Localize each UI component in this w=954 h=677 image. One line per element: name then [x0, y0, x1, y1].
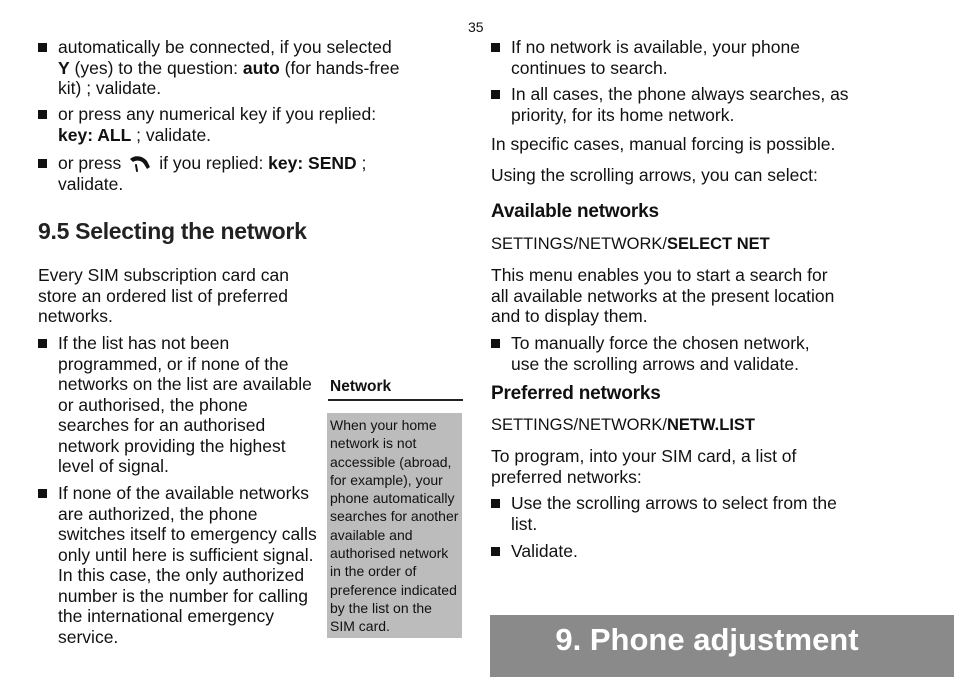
bullet-square [38, 489, 47, 498]
chapter-title-bar: 9. Phone adjustment [490, 615, 954, 677]
section-heading: 9.5 Selecting the network [38, 218, 307, 244]
bullet-key-all: or press any numerical key if you replied: key: ALL ; validate. [38, 104, 408, 145]
available-networks-menu-path: SETTINGS/NETWORK/SELECT NET [491, 235, 770, 253]
bullet-home-priority: In all cases, the phone always searches, as priority, for its home network. [491, 84, 856, 125]
preferred-networks-description: To program, into your SIM card, a list of preferred networks: [491, 446, 797, 487]
bullet-auto-connect: automatically be connected, if you selected Y (yes) to the question: auto (for hands-free kit) ; validate. [38, 37, 408, 99]
bullet-square [491, 499, 500, 508]
bullet-square [38, 159, 47, 168]
bullet-square [38, 110, 47, 119]
sidebar-note: When your home network is not accessible (abroad, for example), your phone automatically searches for another available and authorised network in the order of preference indicated by the list on the SIM card. [327, 413, 462, 638]
bullet-manual-force: To manually force the chosen network, use the scrolling arrows and validate. [491, 333, 841, 374]
scrolling-paragraph: Using the scrolling arrows, you can select: [491, 165, 818, 185]
bullet-square [38, 43, 47, 52]
bullet-square [491, 90, 500, 99]
bullet-square [491, 339, 500, 348]
bullet-emergency-only: If none of the available networks are authorized, the phone switches itself to emergency calls only until here is sufficient signal. In this case, the only authorized number is the number for calling the international emergency service. [38, 483, 320, 647]
available-networks-heading: Available networks [491, 201, 659, 222]
bullet-scroll-select: Use the scrolling arrows to select from the list. [491, 493, 861, 534]
bullet-square [491, 43, 500, 52]
preferred-networks-heading: Preferred networks [491, 383, 661, 404]
sidebar-divider [328, 399, 463, 401]
sidebar-title: Network [330, 378, 392, 395]
bullet-list-not-programmed: If the list has not been programmed, or if none of the networks on the list are available or authorised, the phone searches for an authorised network providing the highest level of signal. [38, 333, 320, 477]
page-number: 35 [468, 19, 484, 35]
intro-paragraph: Every SIM subscription card can store an ordered list of preferred networks. [38, 265, 289, 326]
manual-forcing-paragraph: In specific cases, manual forcing is possible. [491, 134, 836, 154]
preferred-networks-menu-path: SETTINGS/NETWORK/NETW.LIST [491, 416, 756, 434]
bullet-square [38, 339, 47, 348]
available-networks-description: This menu enables you to start a search for all available networks at the present location and to display them. [491, 265, 835, 326]
bullet-key-send: or press if you replied: key: SEND ; validate. [38, 153, 408, 194]
bullet-no-network: If no network is available, your phone continues to search. [491, 37, 856, 78]
bullet-validate: Validate. [491, 541, 861, 562]
bullet-square [491, 547, 500, 556]
phone-send-icon [127, 153, 153, 173]
